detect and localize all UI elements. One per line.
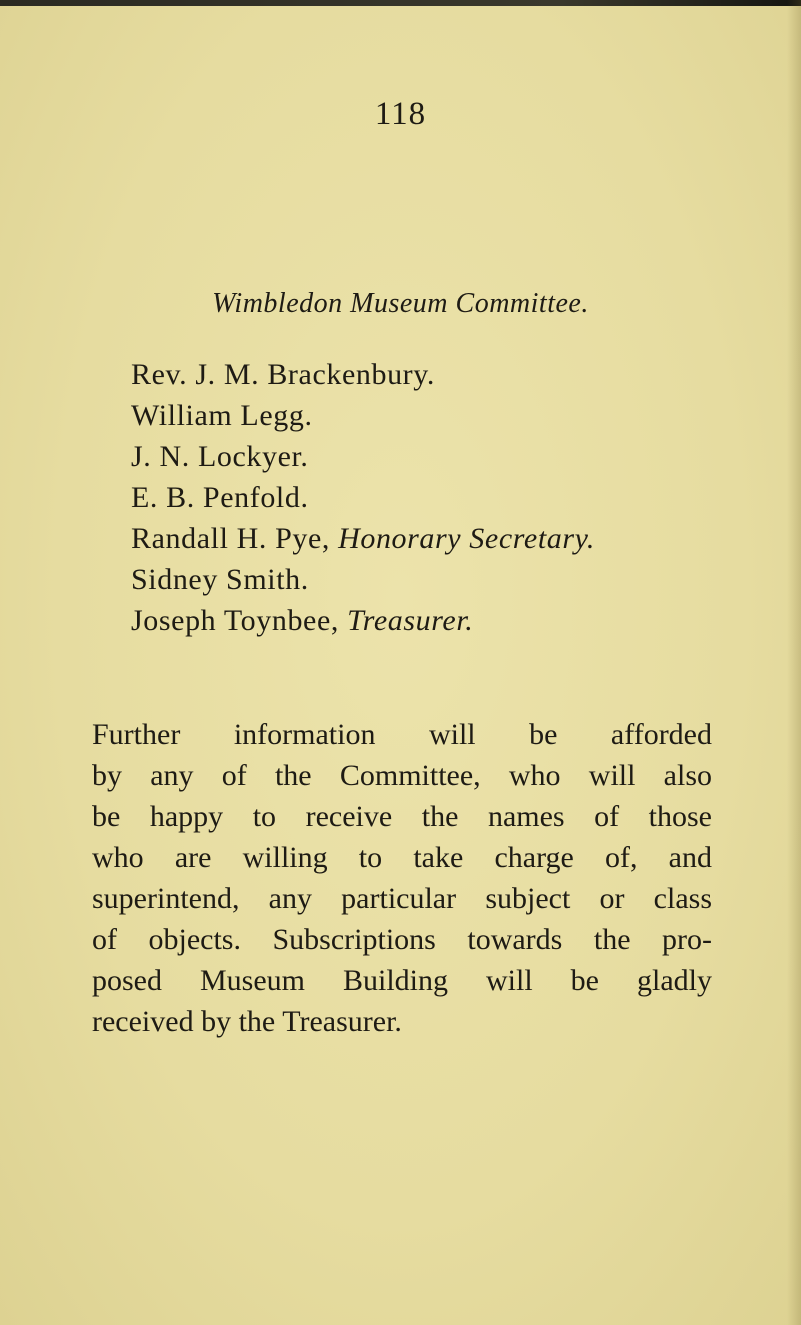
committee-member — [131, 401, 771, 442]
paragraph-line: by any of the Committee, who will also — [92, 759, 712, 792]
paragraph-line: of objects. Subscriptions towards the pro- — [92, 923, 712, 956]
committee-member — [131, 360, 771, 401]
committee-member — [131, 524, 771, 565]
paragraph-line: received by the Treasurer. — [92, 1005, 402, 1038]
page-number: 118 — [374, 96, 427, 132]
paragraph-line: Further information will be afforded — [92, 718, 712, 751]
member-name: E. B. Penfold. — [131, 481, 309, 514]
paragraph-line: posed Museum Building will be gladly — [92, 964, 712, 997]
page-right-edge — [787, 0, 801, 1325]
paragraph-line: superintend, any particular subject or class — [92, 882, 712, 915]
paragraph-line: be happy to receive the names of those — [92, 800, 712, 833]
committee-member-list — [131, 360, 771, 647]
information-paragraph — [92, 720, 712, 1048]
member-name: Sidney Smith. — [131, 563, 309, 596]
member-role: Honorary Secretary. — [338, 522, 595, 555]
committee-member — [131, 606, 771, 647]
member-role: Treasurer. — [347, 604, 474, 637]
page-top-edge — [0, 0, 801, 6]
member-name: William Legg. — [131, 399, 313, 432]
committee-heading: Wimbledon Museum Committee. — [212, 288, 589, 319]
committee-member — [131, 483, 771, 524]
member-name: Joseph Toynbee, — [131, 604, 348, 637]
committee-member — [131, 565, 771, 606]
paragraph-line: who are willing to take charge of, and — [92, 841, 712, 874]
committee-member — [131, 442, 771, 483]
member-name: Randall H. Pye, — [131, 522, 339, 555]
member-name: J. N. Lockyer. — [131, 440, 309, 473]
member-name: Rev. J. M. Brackenbury. — [131, 358, 436, 391]
